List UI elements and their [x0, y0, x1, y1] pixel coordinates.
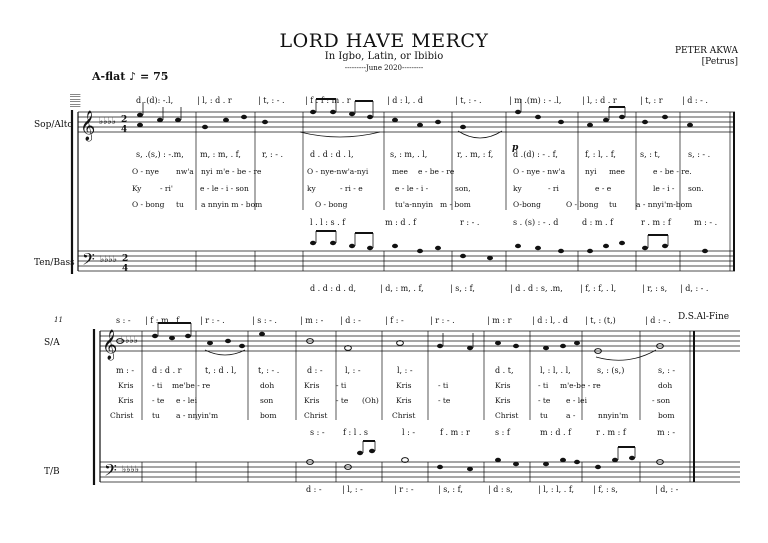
solfa-tenor-text: s : -: [310, 428, 325, 437]
solfa-tenor-text: f . m : r: [440, 428, 470, 437]
flat-icon: ♭♭♭♭: [122, 465, 139, 475]
solfa-bass-text: | r, : s,: [642, 284, 668, 293]
lyric-igbo-text: mee: [392, 167, 408, 176]
lyric-latin-text: - te: [538, 396, 551, 405]
lyric-ibibio-text: tu: [152, 411, 160, 420]
solfa-alto-text: r, : - .: [262, 150, 284, 159]
piece-subtitle: In Igbo, Latin, or Ibibio: [324, 51, 444, 62]
lyric-ibibio-text: Christ: [304, 411, 328, 420]
solfa-bass-text: | f, : s,: [593, 485, 618, 494]
lyric-latin-text: e - lei: [176, 396, 197, 405]
lyric-latin-text: Kris: [118, 396, 134, 405]
s1-upper-staff: [78, 112, 735, 132]
solfa-top-text: | t, : r: [640, 96, 663, 105]
bass-clef-icon: 𝄢: [82, 249, 95, 273]
part-label-sop-alto: Sop/Alto: [34, 120, 73, 130]
solfa-top-text: | d : -: [340, 316, 361, 325]
measure-number: 11: [54, 316, 63, 324]
lyric-ibibio-text: nnyin'm: [598, 411, 629, 420]
lyric-latin-text: ky: [307, 184, 316, 193]
s1-upper-notes: [137, 110, 693, 129]
lyric-ibibio-text: bom: [260, 411, 277, 420]
solfa-bass-text: | s, : f,: [438, 485, 463, 494]
lyric-igbo-text: Kris: [304, 381, 320, 390]
solfa-top-text: | f . f : m . r: [305, 96, 351, 105]
lyric-latin-text: Kris: [396, 396, 412, 405]
lyric-igbo-text: mee: [609, 167, 625, 176]
ds-al-fine: D.S.Al-Fine: [678, 312, 730, 322]
solfa-bass-text: | d, : m, . f,: [380, 284, 424, 293]
lyric-latin-text: son,: [455, 184, 471, 193]
lyric-igbo-text: Kris: [396, 381, 412, 390]
solfa-alto-text: t, : - .: [258, 366, 280, 375]
treble-clef-icon: 𝄞: [102, 330, 118, 360]
solfa-bass-text: d : -: [306, 485, 322, 494]
lyric-latin-text: ky: [513, 184, 522, 193]
solfa-bass-text: | r : -: [394, 485, 414, 494]
solfa-bass-text: | f, : f, . l,: [580, 284, 617, 293]
stems-and-beams: [143, 99, 671, 460]
lyric-ibibio-text: Christ: [110, 411, 134, 420]
lyric-latin-text: Kris: [304, 396, 320, 405]
flat-icon: ♭♭♭♭: [99, 117, 116, 127]
solfa-top-text: | t, : - .: [258, 96, 285, 105]
lyric-latin-text: (Oh): [362, 396, 379, 405]
solfa-alto-text: s, : (s,): [597, 366, 625, 375]
lyric-igbo-text: nyi: [585, 167, 597, 176]
lyric-latin-text: - te: [438, 396, 451, 405]
composer-alias: [Petrus]: [701, 57, 738, 67]
solfa-bass-text: | d, : -: [655, 485, 679, 494]
solfa-top-text: d .(d): -.l,: [136, 96, 174, 105]
solfa-bass-text: d . d : d . d,: [310, 284, 357, 293]
bass-clef-icon: 𝄢: [104, 460, 117, 484]
lyric-latin-text: - ri - e: [340, 184, 363, 193]
solfa-bass-text: | l, : l, . f,: [538, 485, 575, 494]
solfa-alto-text: d .(d) : - . f,: [513, 150, 558, 159]
solfa-top-text: | m : r: [487, 316, 512, 325]
solfa-top-text: | l, : d . r: [582, 96, 617, 105]
lyric-igbo-text: nyi: [201, 167, 213, 176]
solfa-tenor-text: s : f: [495, 428, 510, 437]
solfa-alto-text: l, : -: [397, 366, 413, 375]
part-label-ten-bass: Ten/Bass: [34, 258, 75, 268]
lyric-ibibio-text: bom: [658, 411, 675, 420]
lyric-latin-text: Kris: [495, 396, 511, 405]
lyric-igbo-text: Kris: [118, 381, 134, 390]
solfa-alto-text: t, : d . l,: [205, 366, 237, 375]
lyric-ibibio-text: tu: [176, 200, 184, 209]
lyric-latin-text: - son: [652, 396, 671, 405]
flat-icon: ♭♭♭♭: [121, 336, 138, 346]
solfa-tenor-text: r . m : f: [596, 428, 626, 437]
solfa-tenor-text: s . (s) : - . d: [513, 218, 559, 227]
lyric-ibibio-text: tu: [609, 200, 617, 209]
lyric-ibibio-text: O - bong: [132, 200, 165, 209]
lyric-igbo-text: e - be - re: [418, 167, 455, 176]
s2-upper-notes: [117, 332, 664, 354]
solfa-tenor-text: m : -: [657, 428, 676, 437]
lyric-igbo-text: doh: [260, 381, 275, 390]
solfa-alto-text: m, : m, . f,: [200, 150, 241, 159]
solfa-bass-text: | s, : f,: [450, 284, 475, 293]
solfa-alto-text: l, : -: [345, 366, 361, 375]
lyric-igbo-text: nw'a: [176, 167, 194, 176]
time-sig-top: 2: [122, 254, 129, 264]
solfa-tenor-text: m : - .: [694, 218, 718, 227]
solfa-top-text: | f : -: [385, 316, 404, 325]
solfa-top-text: | m .(m) : - .l,: [509, 96, 562, 105]
lyric-ibibio-text: O-bong: [513, 200, 541, 209]
lyric-latin-text: e - le - i - son: [200, 184, 249, 193]
solfa-top-text: | d : l, . d: [532, 316, 568, 325]
solfa-top-text: | d : - .: [682, 96, 708, 105]
lyric-igbo-text: me'be - re: [172, 381, 211, 390]
lyric-latin-text: e - le - i -: [395, 184, 429, 193]
solfa-top-text: | r : - .: [430, 316, 455, 325]
lyric-ibibio-text: m - bom: [440, 200, 471, 209]
solfa-tenor-text: f : l . s: [343, 428, 369, 437]
lyric-ibibio-text: O - bong: [566, 200, 599, 209]
solfa-tenor-text: r . m : f: [641, 218, 671, 227]
lyric-ibibio-text: Christ: [392, 411, 416, 420]
solfa-alto-text: f, : l, . f,: [585, 150, 616, 159]
lyric-latin-text: - te: [336, 396, 349, 405]
solfa-top-text: | d : - .: [645, 316, 671, 325]
solfa-alto-text: s, : t,: [640, 150, 661, 159]
treble-clef-icon: 𝄞: [80, 111, 96, 141]
solfa-top-text: | f : m . f: [145, 316, 180, 325]
lyric-latin-text: - te: [152, 396, 165, 405]
solfa-alto-text: d . d : d . l,: [310, 150, 354, 159]
dynamic-piano-icon: p: [512, 143, 519, 153]
solfa-tenor-text: m : d . f: [385, 218, 417, 227]
time-sig-top: 2: [121, 115, 128, 125]
solfa-top-text: | l, : d . r: [197, 96, 232, 105]
lyric-igbo-text: doh: [658, 381, 673, 390]
tempo-value: = 75: [140, 70, 169, 83]
lyric-igbo-text: O - nye-nw'a-nyi: [307, 167, 369, 176]
lyric-igbo-text: - ti: [152, 381, 163, 390]
s2-lower-notes: [307, 449, 664, 471]
solfa-tenor-text: l : -: [402, 428, 416, 437]
segno-icon: 𝄛: [70, 93, 81, 108]
lyric-ibibio-text: a -: [566, 411, 576, 420]
solfa-top-text: | d : l, . d: [387, 96, 423, 105]
lyric-igbo-text: - ti: [336, 381, 347, 390]
solfa-alto-text: m : -: [116, 366, 135, 375]
solfa-alto-text: d : d . r: [152, 366, 182, 375]
lyric-latin-text: e - e: [595, 184, 612, 193]
lyric-latin-text: son.: [688, 184, 704, 193]
solfa-alto-text: s, : - .: [688, 150, 711, 159]
s1-lower-staff: [78, 251, 735, 271]
s1-barlines: [78, 112, 734, 271]
solfa-tenor-text: m : d . f: [540, 428, 572, 437]
key-label: A-flat: [92, 70, 126, 83]
lyric-latin-text: e - lei: [566, 396, 587, 405]
lyric-igbo-text: Kris: [495, 381, 511, 390]
solfa-alto-text: l, : l, . l,: [540, 366, 571, 375]
lyric-igbo-text: - ti: [538, 381, 549, 390]
s2-barlines: [100, 331, 694, 482]
lyric-igbo-text: - ti: [438, 381, 449, 390]
lyric-igbo-text: e - be - re.: [653, 167, 692, 176]
solfa-top-text: | t, : (t,): [585, 316, 616, 325]
solfa-alto-text: s, .(s,) : -.m,: [136, 150, 184, 159]
solfa-alto-text: d : -: [307, 366, 323, 375]
lyric-ibibio-text: tu: [540, 411, 548, 420]
lyric-ibibio-text: a - nnyin'm: [176, 411, 219, 420]
solfa-bass-text: | l, : -: [342, 485, 363, 494]
composer-name: PETER AKWA: [674, 46, 738, 56]
lyric-igbo-text: m'e-be - re: [560, 381, 601, 390]
solfa-top-text: | r : - .: [200, 316, 225, 325]
lyric-latin-text: - ri: [548, 184, 559, 193]
solfa-tenor-text: r : - .: [460, 218, 480, 227]
solfa-top-text: | t, : - .: [455, 96, 482, 105]
solfa-alto-text: s, : m, . l,: [390, 150, 428, 159]
piece-title: LORD HAVE MERCY: [279, 30, 489, 52]
time-sig-bottom: 4: [121, 125, 128, 135]
part-label-tb: T/B: [44, 467, 60, 477]
lyric-igbo-text: m'e - be - re: [216, 167, 262, 176]
part-label-sa: S/A: [44, 338, 60, 348]
solfa-alto-text: s, : -: [658, 366, 676, 375]
flat-icon: ♭♭♭♭: [100, 255, 117, 265]
composition-date: ---------June 2020---------: [344, 64, 424, 72]
lyric-igbo-text: O - nye: [132, 167, 159, 176]
solfa-tenor-text: d : m . f: [582, 218, 614, 227]
solfa-top-text: | s : - .: [252, 316, 277, 325]
lyric-latin-text: - ri': [160, 184, 173, 193]
lyric-ibibio-text: a nnyin m - bom: [201, 200, 263, 209]
lyric-latin-text: son: [260, 396, 274, 405]
lyric-igbo-text: O - nye - nw'a: [513, 167, 566, 176]
solfa-bass-text: | d . d : s, .m,: [510, 284, 563, 293]
lyric-ibibio-text: O - bong: [315, 200, 348, 209]
solfa-tenor-text: l . l : s . f: [310, 218, 346, 227]
lyric-latin-text: le - i -: [653, 184, 675, 193]
solfa-alto-text: d . t,: [495, 366, 514, 375]
time-sig-bottom: 4: [122, 264, 129, 274]
lyric-ibibio-text: tu'a-nnyin: [395, 200, 434, 209]
lyric-latin-text: Ky: [132, 184, 142, 193]
solfa-alto-text: r, . m, : f,: [457, 150, 494, 159]
eighth-note-icon: ♪: [129, 70, 137, 83]
solfa-top-text: s : -: [116, 316, 131, 325]
lyric-ibibio-text: a - nnyi'm-bom: [636, 200, 693, 209]
solfa-bass-text: | d, : - .: [680, 284, 709, 293]
solfa-top-text: | m : -: [300, 316, 324, 325]
lyric-ibibio-text: Christ: [495, 411, 519, 420]
solfa-bass-text: | d : s,: [488, 485, 513, 494]
